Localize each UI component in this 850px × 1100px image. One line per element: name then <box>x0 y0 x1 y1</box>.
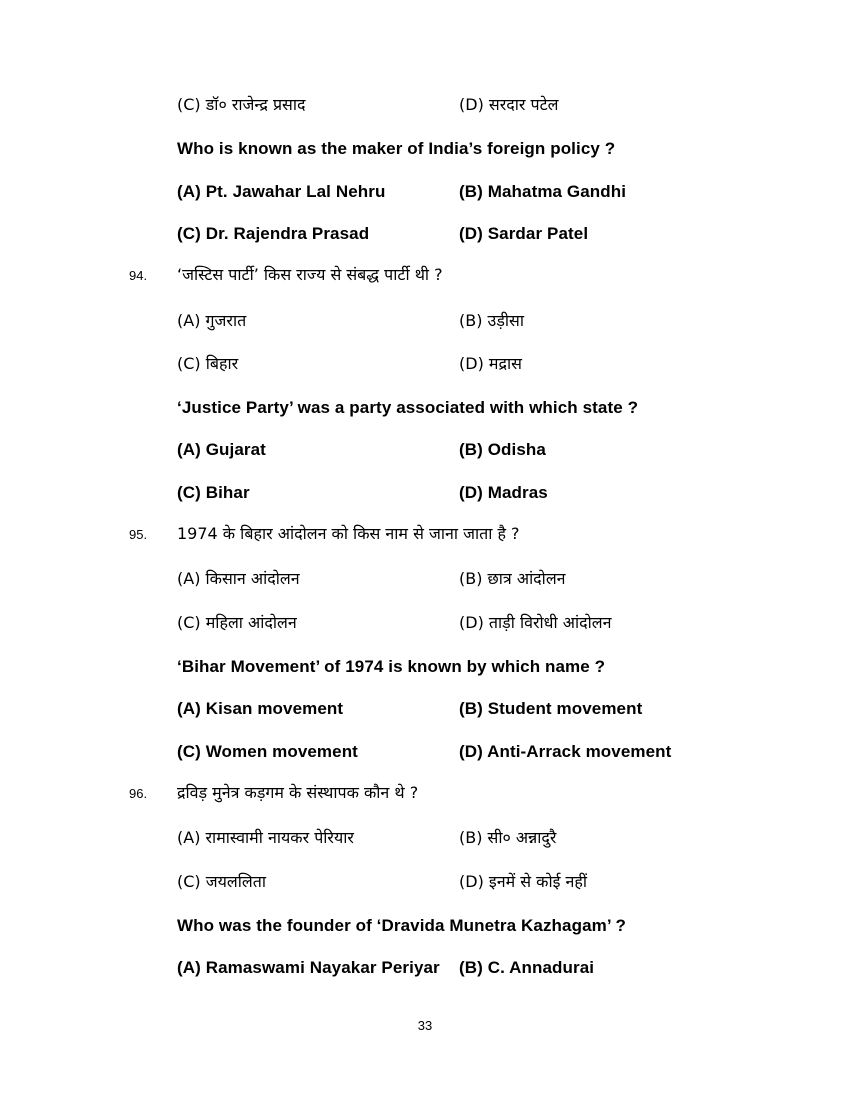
q94-hi-question: ‘जस्टिस पार्टी’ किस राज्य से संबद्ध पार्टी थी ? <box>177 265 443 284</box>
prev-hi-option-d: (D) सरदार पटेल <box>459 95 559 114</box>
q95-hi-option-b: (B) छात्र आंदोलन <box>459 569 566 588</box>
prev-en-option-b: (B) Mahatma Gandhi <box>459 182 627 201</box>
q95-en-option-b: (B) Student movement <box>459 699 643 718</box>
q95-en-question: ‘Bihar Movement’ of 1974 is known by which name ? <box>177 657 606 676</box>
q95-en-option-d: (D) Anti-Arrack movement <box>459 742 672 761</box>
prev-en-question: Who is known as the maker of India’s foreign policy ? <box>177 139 616 158</box>
q94-hi-option-d: (D) मद्रास <box>459 354 522 373</box>
q96-hi-option-a: (A) रामास्वामी नायकर पेरियार <box>177 828 354 847</box>
q96-en-option-b: (B) C. Annadurai <box>459 958 595 977</box>
q94-hi-option-b: (B) उड़ीसा <box>459 311 524 330</box>
q95-en-option-c: (C) Women movement <box>177 742 358 761</box>
q96-en-question: Who was the founder of ‘Dravida Munetra Kazhagam’ ? <box>177 916 627 935</box>
prev-hi-option-c: (C) डॉ० राजेन्द्र प्रसाद <box>177 95 306 114</box>
q94-en-option-b: (B) Odisha <box>459 440 546 459</box>
prev-en-option-c: (C) Dr. Rajendra Prasad <box>177 224 370 243</box>
q96-hi-option-d: (D) इनमें से कोई नहीं <box>459 872 588 891</box>
q95-hi-option-d: (D) ताड़ी विरोधी आंदोलन <box>459 613 612 632</box>
prev-en-option-d: (D) Sardar Patel <box>459 224 589 243</box>
q94-en-question: ‘Justice Party’ was a party associated with which state ? <box>177 398 639 417</box>
q96-hi-option-b: (B) सी० अन्नादुरै <box>459 828 557 847</box>
q95-hi-option-a: (A) किसान आंदोलन <box>177 569 300 588</box>
q96-hi-question: द्रविड़ मुनेत्र कड़गम के संस्थापक कौन थे ? <box>177 783 419 802</box>
q94-hi-option-c: (C) बिहार <box>177 354 239 373</box>
q96-en-option-a: (A) Ramaswami Nayakar Periyar <box>177 958 440 977</box>
q95-hi-question: 1974 के बिहार आंदोलन को किस नाम से जाना जाता है ? <box>177 524 520 543</box>
q94-hi-option-a: (A) गुजरात <box>177 311 247 330</box>
question-number-96: 96. <box>129 786 148 801</box>
q94-en-option-a: (A) Gujarat <box>177 440 266 459</box>
q94-en-option-d: (D) Madras <box>459 483 548 502</box>
q96-hi-option-c: (C) जयललिता <box>177 872 266 891</box>
question-number-95: 95. <box>129 527 148 542</box>
q95-hi-option-c: (C) महिला आंदोलन <box>177 613 297 632</box>
page-number: 33 <box>417 1018 433 1033</box>
q95-en-option-a: (A) Kisan movement <box>177 699 344 718</box>
question-number-94: 94. <box>129 268 148 283</box>
prev-en-option-a: (A) Pt. Jawahar Lal Nehru <box>177 182 386 201</box>
q94-en-option-c: (C) Bihar <box>177 483 250 502</box>
